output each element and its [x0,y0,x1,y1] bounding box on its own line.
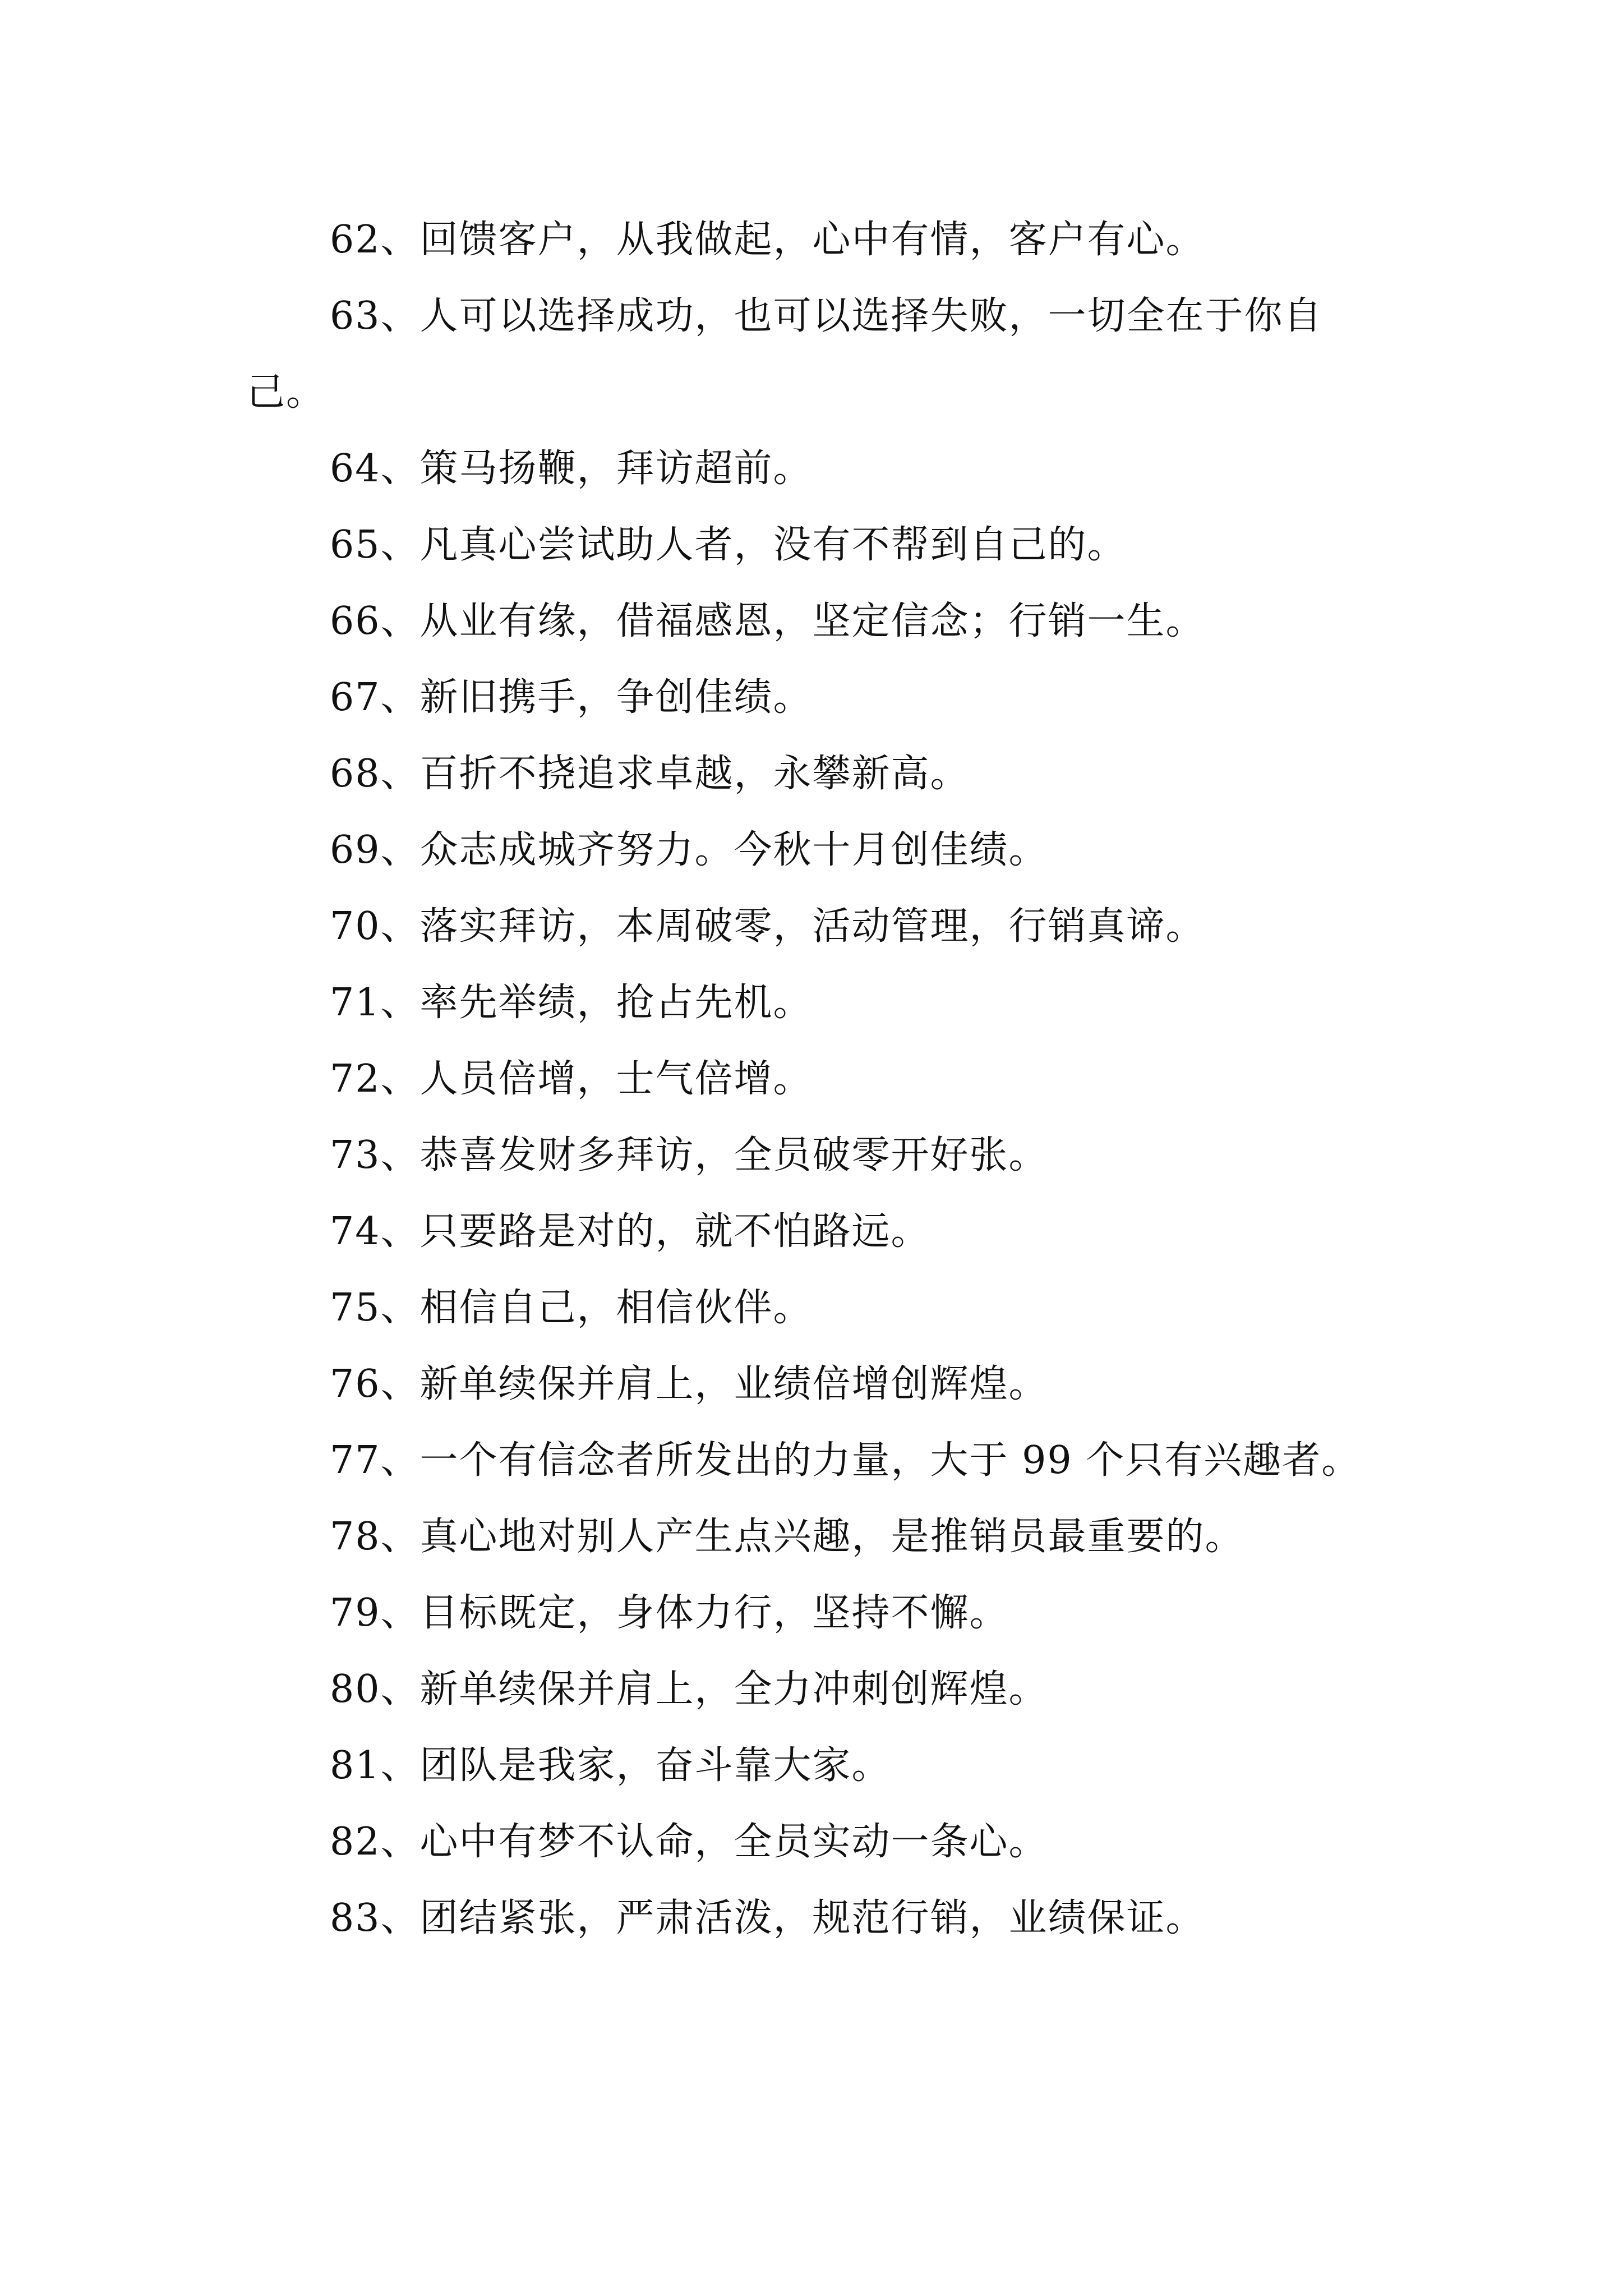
paragraph-71: 71、率先举绩，抢占先机。 [330,981,813,1025]
document-body [247,202,1391,1957]
paragraph-66: 66、从业有缘，借福感恩，坚定信念；行销一生。 [330,599,1205,643]
paragraph-74: 74、只要路是对的，就不怕路远。 [330,1209,930,1254]
paragraph-79: 79、目标既定，身体力行，坚持不懈。 [330,1591,1009,1635]
paragraph-73: 73、恭喜发财多拜访，全员破零开好张。 [330,1133,1048,1177]
paragraph-77: 77、一个有信念者所发出的力量，大于 99 个只有兴趣者。 [330,1438,1361,1483]
paragraph-78: 78、真心地对别人产生点兴趣，是推销员最重要的。 [330,1515,1244,1559]
paragraph-75: 75、相信自己，相信伙伴。 [330,1286,813,1330]
paragraph-69: 69、众志成城齐努力。今秋十月创佳绩。 [330,828,1048,872]
paragraph-64: 64、策马扬鞭，拜访超前。 [330,447,813,491]
paragraph-70: 70、落实拜访，本周破零，活动管理，行销真谛。 [330,904,1205,949]
paragraph-65: 65、凡真心尝试助人者，没有不帮到自己的。 [330,523,1127,567]
paragraph-80: 80、新单续保并肩上，全力冲刺创辉煌。 [330,1667,1048,1711]
paragraph-67: 67、新旧携手，争创佳绩。 [330,675,813,720]
paragraph-72: 72、人员倍增，士气倍增。 [330,1057,813,1101]
paragraph-62: 62、回馈客户，从我做起，心中有情，客户有心。 [330,218,1205,262]
paragraph-68: 68、百折不挠追求卓越，永攀新高。 [330,752,970,796]
paragraph-63: 63、人可以选择成功，也可以选择失败，一切全在于你自己。 [247,294,1323,415]
paragraph-83: 83、团结紧张，严肃活泼，规范行销，业绩保证。 [330,1896,1205,1940]
paragraph-81: 81、团队是我家，奋斗靠大家。 [330,1743,891,1788]
paragraph-76: 76、新单续保并肩上，业绩倍增创辉煌。 [330,1362,1048,1406]
paragraph-82: 82、心中有梦不认命，全员实动一条心。 [330,1820,1048,1864]
